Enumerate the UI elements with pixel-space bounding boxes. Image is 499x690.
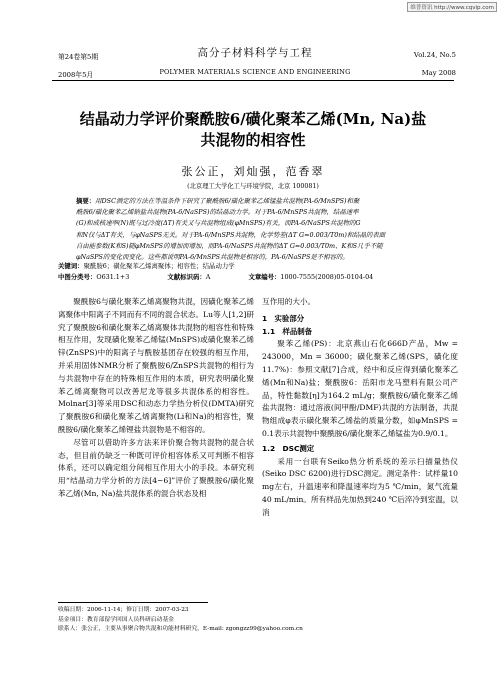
- subsection-heading: 1.2 DSC测定: [262, 443, 315, 453]
- keywords-text: 聚酰胺6；磺化聚苯乙烯离聚体；相容性；结晶动力学: [83, 262, 235, 270]
- left-column: [58, 296, 254, 501]
- paragraph: 聚酰胺6与磺化聚苯乙烯离聚物共混，因磺化聚苯乙烯离聚体中阳离子不同而有不同的混合状态。Lu等人[1,2]研究了聚酰胺6和磺化聚苯乙烯离聚体共混物的相容性和特殊相互作用，发现磺化聚苯乙烯锰(MnSPS)或磺化聚苯乙烯锌(ZnSPS)中的阳离子与酰胺基团存在较强的相互作用，并采用固体NMR分析了聚酰胺6/ZnSPS共混物的相行为与共混物中存在的特殊相互作用的本质，研究表明磺化聚苯乙烯离聚物可以改善尼龙等很多共混体系的相容性。Molnar[3]等采用DSC和动态力学热分析仪(DMTA)研究了聚酰胺6和磺化聚苯乙烯离聚物(Li和Na)的相容性，聚酰胺6/磺化聚苯乙烯锂盐共混物是不相容的。: [58, 297, 254, 434]
- abstract-line: 酰胺6/磺化聚苯乙烯钠盐共混物(PA-6/NaSPS)的结晶动力学。对于PA-6/MnSPS共混物，结晶速率: [76, 208, 359, 217]
- section-heading: 1 实验部分: [262, 313, 305, 323]
- footnote-rule: [58, 602, 208, 603]
- abstract-line: (G)和成核速率(N)既与过冷度(ΔT)有关又与共混物组成(φMnSPS)有关，而PA-6/NaSPS共混物的G: [76, 219, 361, 228]
- fund-info: 基金项目：教育部留学回国人员科研启动基金: [58, 616, 174, 623]
- journal-name-cn: 高分子材料科学与工程: [197, 47, 313, 59]
- subsection-heading: 1.1 样品制备: [262, 326, 313, 336]
- abstract-line: 和N仅与ΔT有关，与φNaSPS无关。对于PA-6/MnSPS共混物，化学势差(ΔT G=0.003/T0m)和结晶的表面: [76, 230, 386, 239]
- watermark-stamp: 维普资讯 http://www.cqvip.com: [407, 2, 497, 12]
- abstract-label: 摘要：: [76, 197, 96, 205]
- authors: 张公正，刘灿强，范香翠: [181, 165, 325, 178]
- paragraph: 聚苯乙烯(PS)：北京燕山石化666D产品，Mw = 243000，Mn = 36000；磺化聚苯乙烯(SPS，磺化度11.7%)：参照文献[7]合成，经中和反应得到磺化聚苯乙烯(Mn和Na)盐；聚酰胺6：岳阳市龙马塑料有限公司产品，特性黏数[η]为164.2 mL/g；聚酰胺6/磺化聚苯乙烯盐共混物：通过溶液(间甲酚/DMF)共混的方法制备，共混物组成φ表示磺化聚苯乙烯盐的质量分数，如φMnSPS = 0.1表示共混物中聚酰胺6/磺化聚苯乙烯锰盐为0.9/0.1。: [262, 339, 458, 438]
- paragraph-continuation: 互作用的大小。: [262, 297, 316, 306]
- keywords-label: 关键词：: [58, 262, 84, 270]
- header-rule: [52, 80, 454, 81]
- classification-line: 中图分类号：O631.1+3 文献标识码：A 文章编号：1000-7555(2008)05-0104-04: [58, 273, 374, 281]
- keywords-block: [58, 261, 458, 283]
- right-column: [262, 296, 458, 520]
- paper-title-line2: 共混物的相容性: [200, 131, 306, 149]
- paper-title-line1: 结晶动力学评价聚酰胺6/磺化聚苯乙烯(Mn, Na)盐: [79, 110, 427, 128]
- keywords-line: [58, 261, 458, 272]
- journal-name-en: POLYMER MATERIALS SCIENCE AND ENGINEERING: [159, 68, 351, 76]
- volume-cn: 第24卷第5期: [58, 53, 99, 61]
- received-date: 收稿日期：2006-11-14；修订日期：2007-03-23: [58, 607, 189, 613]
- date-en: May 2008: [421, 69, 456, 77]
- clc-code: O631.1+3: [96, 273, 130, 281]
- paragraph: 采用一台联有Seiko热分析系统的差示扫描量热仪(Seiko DSC 6200)进行DSC测定。测定条件：试样量10 mg左右，升温速率和降温速率均为5 ℃/min，氮气流量40 mL/min。所有样品先加热到240 ℃后淬冷到室温，以消: [262, 456, 458, 517]
- paragraph: 尽管可以借助许多方法来评价聚合物共混物的混合状态，但目前仍缺乏一种既可评价相容体系又可判断不相容体系，还可以确定组分间相互作用大小的手段。本研究利用“结晶动力学分析的方法[4~6]”评价了聚酰胺6/磺化聚苯乙烯(Mn, Na)盐共混体系的混合状态及相: [58, 437, 254, 498]
- date-cn: 2008年5月: [58, 71, 94, 79]
- article-id: 1000-7555(2008)05-0104-04: [280, 273, 374, 281]
- abstract-line: φNaSPS的变化而变化。这些都说明PA-6/MnSPS共混物是相容的，PA-6/NaSPS是不相容的。: [76, 253, 349, 262]
- abstract-line: 自由能参数(K和S)随φMnSPS的增加而增加，而PA-6/NaSPS共混物的ΔT G=0.003/T0m、K和S几乎不随: [76, 241, 383, 250]
- affiliation: (北京理工大学化工与环境学院，北京 100081): [187, 183, 319, 190]
- abstract: [76, 196, 432, 263]
- contact-info: 联系人：张公正，主要从事聚合物共混和功能材料研究，E-mail: zgongzz99@yahoo.com.cn: [58, 626, 303, 632]
- footnote: [58, 606, 458, 635]
- abstract-line: 摘要：用DSC测定的方法在等温条件下研究了聚酰胺6/磺化聚苯乙烯锰盐共混物(PA-6/MnSPS)和聚: [76, 197, 360, 205]
- doc-code: A: [205, 273, 211, 281]
- volume-en: Vol.24, No.5: [413, 51, 456, 59]
